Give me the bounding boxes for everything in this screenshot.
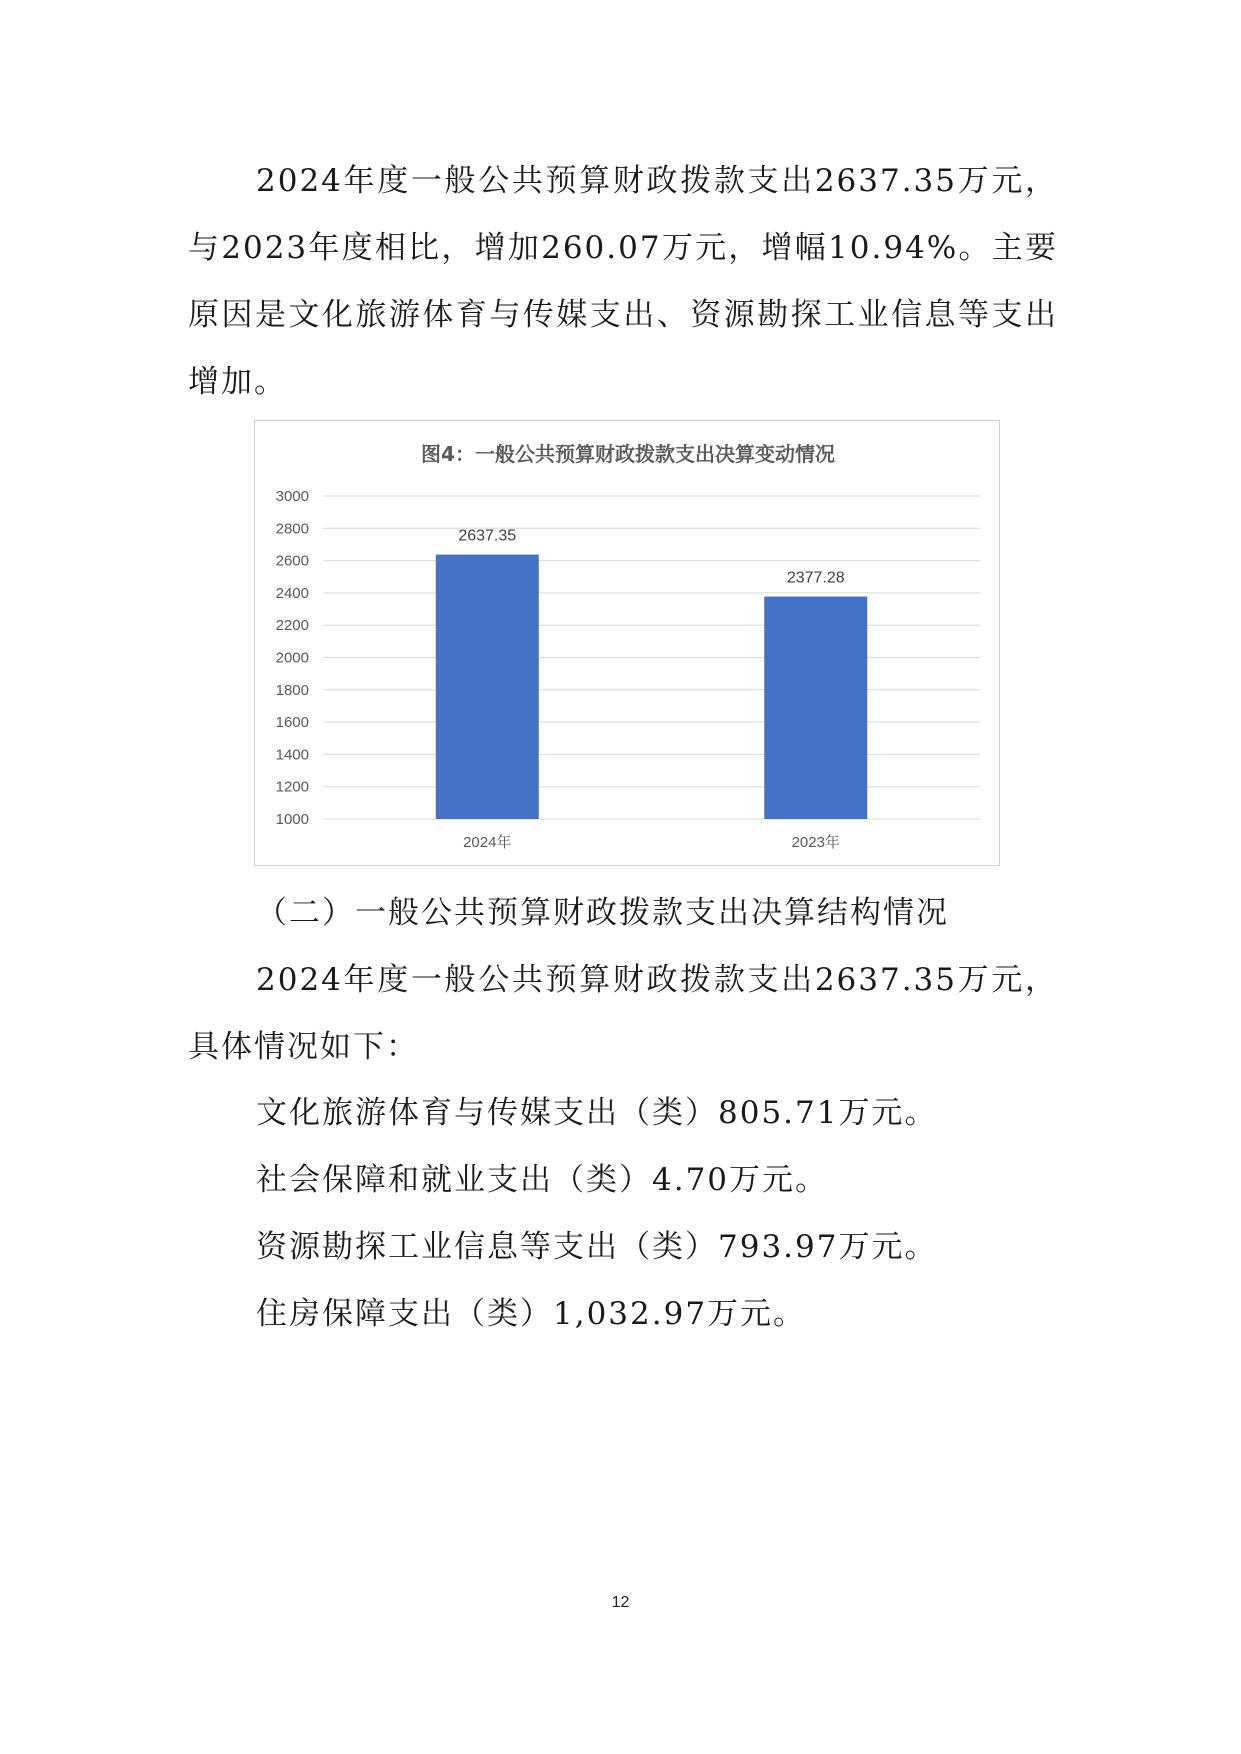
y-tick-label: 2200 xyxy=(275,617,309,635)
bar-0 xyxy=(436,555,539,819)
y-tick-label: 1400 xyxy=(275,746,309,764)
list-item-housing: 住房保障支出（类）1,032.97万元。 xyxy=(256,1296,807,1332)
y-tick-label: 1800 xyxy=(275,681,309,699)
y-tick-label: 2600 xyxy=(275,552,309,570)
list-item-culture: 文化旅游体育与传媒支出（类）805.71万元。 xyxy=(256,1095,938,1131)
data-label-0: 2637.35 xyxy=(458,527,517,545)
y-tick-label: 2400 xyxy=(275,584,309,602)
y-tick-label: 1000 xyxy=(275,811,309,828)
data-label-1: 2377.28 xyxy=(786,569,845,587)
y-tick-label: 3000 xyxy=(275,488,309,505)
y-tick-label: 2000 xyxy=(275,649,309,667)
bar-chart-svg xyxy=(255,421,1001,867)
x-tick-label-1: 2023年 xyxy=(791,834,840,851)
paragraph-budget-detail: 2024年度一般公共预算财政拨款支出2637.35万元，具体情况如下： xyxy=(188,962,1058,1065)
y-tick-label: 2800 xyxy=(275,520,309,538)
section-heading: （二）一般公共预算财政拨款支出决算结构情况 xyxy=(256,895,949,931)
bar-1 xyxy=(764,597,867,819)
bars xyxy=(436,555,868,819)
grid-lines xyxy=(323,496,980,819)
y-axis-ticks xyxy=(276,488,309,828)
y-tick-label: 1600 xyxy=(275,714,309,732)
chart-title: 图4：一般公共预算财政拨款支出决算变动情况 xyxy=(421,442,835,466)
x-axis-ticks xyxy=(463,833,840,851)
bar-chart xyxy=(254,420,1000,866)
paragraph-budget-change: 2024年度一般公共预算财政拨款支出2637.35万元，与2023年度相比，增加260.07万元，增幅10.94%。主要原因是文化旅游体育与传媒支出、资源勘探工业信息等支出增加。 xyxy=(188,163,1058,400)
list-item-resources: 资源勘探工业信息等支出（类）793.97万元。 xyxy=(256,1229,938,1265)
x-tick-label-0: 2024年 xyxy=(463,834,512,851)
page-number: 12 xyxy=(611,1594,630,1611)
y-tick-label: 1200 xyxy=(275,778,309,796)
list-item-social-security: 社会保障和就业支出（类）4.70万元。 xyxy=(256,1162,829,1198)
